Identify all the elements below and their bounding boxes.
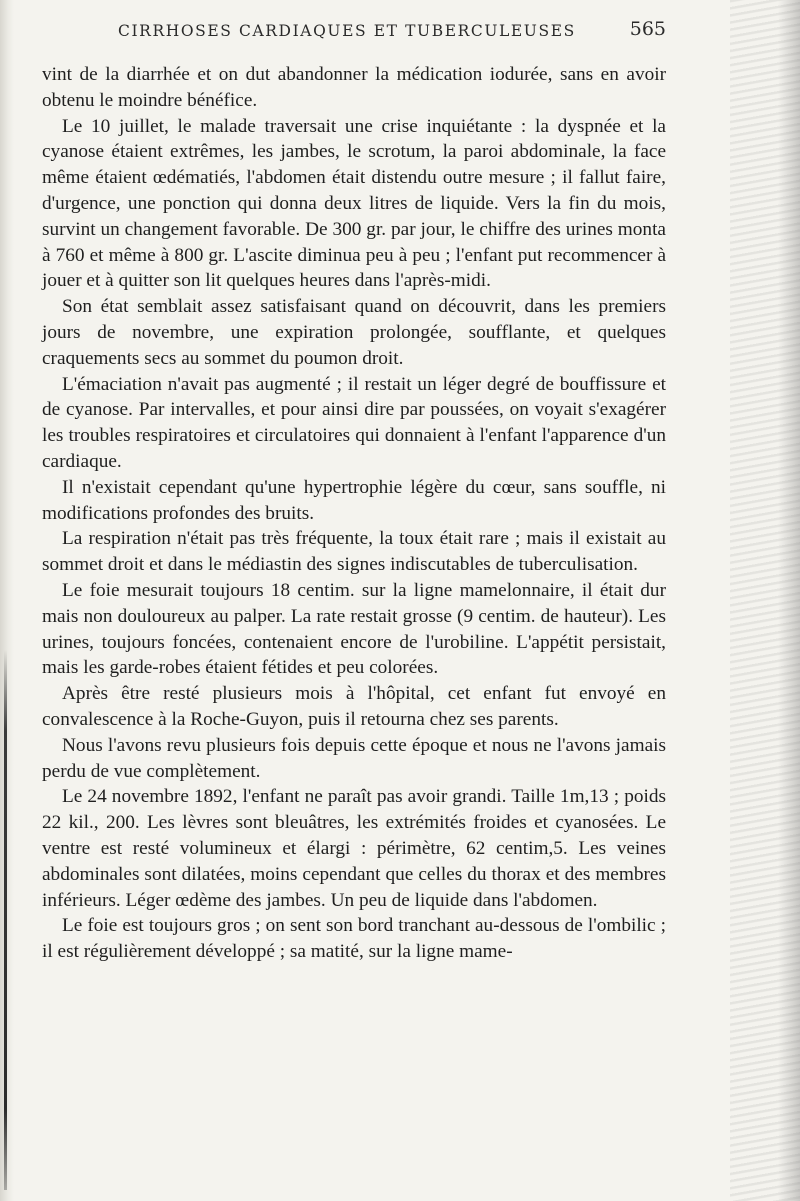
paragraph: L'émaciation n'avait pas augmenté ; il restait un léger degré de bouffissure et de cyanose. Par intervalles, et pour ainsi dire par poussées, on voyait s'exagérer les troubles respiratoires et circulatoires qui donnaient à l'enfant l'apparence d'un cardiaque. (42, 373, 666, 472)
running-header (40, 18, 680, 46)
paragraph: Son état semblait assez satisfaisant quand on découvrit, dans les premiers jours de novembre, une expiration prolongée, soufflante, et quelques craquements secs au sommet du poumon droit. (42, 296, 666, 369)
paragraph: Il n'existait cependant qu'une hypertrophie légère du cœur, sans souffle, ni modifications profondes des bruits. (42, 476, 666, 524)
paragraph: Nous l'avons revu plusieurs fois depuis cette époque et nous ne l'avons jamais perdu de vue complètement. (42, 734, 666, 782)
running-title: CIRRHOSES CARDIAQUES ET TUBERCULEUSES (118, 22, 576, 40)
binding-edge-line (4, 650, 7, 1190)
page-edge-shadow (778, 0, 800, 1201)
paragraph: Après être resté plusieurs mois à l'hôpital, cet enfant fut envoyé en convalescence à la Roche-Guyon, puis il retourna chez ses parents. (42, 683, 666, 730)
paragraph: Le foie est toujours gros ; on sent son bord tranchant au-dessous de l'ombilic ; il est régulièrement développé ; sa matité, sur la ligne mame- (42, 915, 666, 963)
page-number: 565 (629, 18, 666, 40)
paragraph: vint de la diarrhée et on dut abandonner la médication iodurée, sans en avoir obtenu le moindre bénéfice. (42, 64, 666, 111)
paragraph: Le 24 novembre 1892, l'enfant ne paraît pas avoir grandi. Taille 1m,13 ; poids 22 kil., 200. Les lèvres sont bleuâtres, les extrémités froides et cyanosées. Le ventre est resté volumineux et élargi : périmètre, 62 centim,5. Les veines abdominales sont dilatées, moins cependant que celles du thorax et des membres inférieurs. Léger œdème des jambes. Un peu de liquide dans l'abdomen. (42, 786, 666, 911)
page-gutter-shadow (0, 0, 14, 1201)
paragraph: Le 10 juillet, le malade traversait une crise inquiétante : la dyspnée et la cyanose étaient extrêmes, les jambes, le scrotum, la paroi abdominale, la face même étaient œdématiés, l'abdomen était distendu outre mesure ; il fallut faire, d'urgence, une ponction qui donna deux litres de liquide. Vers la fin du mois, survint un changement favorable. De 300 gr. par jour, le chiffre des urines monta à 760 et même à 800 gr. L'ascite diminua peu à peu ; l'enfant put recommencer à jouer et à quitter son lit quelques heures dans l'après-midi. (42, 115, 666, 292)
paragraph: La respiration n'était pas très fréquente, la toux était rare ; mais il existait au sommet droit et dans le médiastin des signes indiscutables de tuberculisation. (42, 528, 666, 576)
paragraph: Le foie mesurait toujours 18 centim. sur la ligne mamelonnaire, il était dur mais non douloureux au palper. La rate restait grosse (9 centim. de hauteur). Les urines, toujours foncées, contenaient encore de l'urobiline. L'appétit persistait, mais les garde-robes étaient fétides et peu colorées. (42, 579, 666, 679)
body-text (42, 62, 666, 965)
